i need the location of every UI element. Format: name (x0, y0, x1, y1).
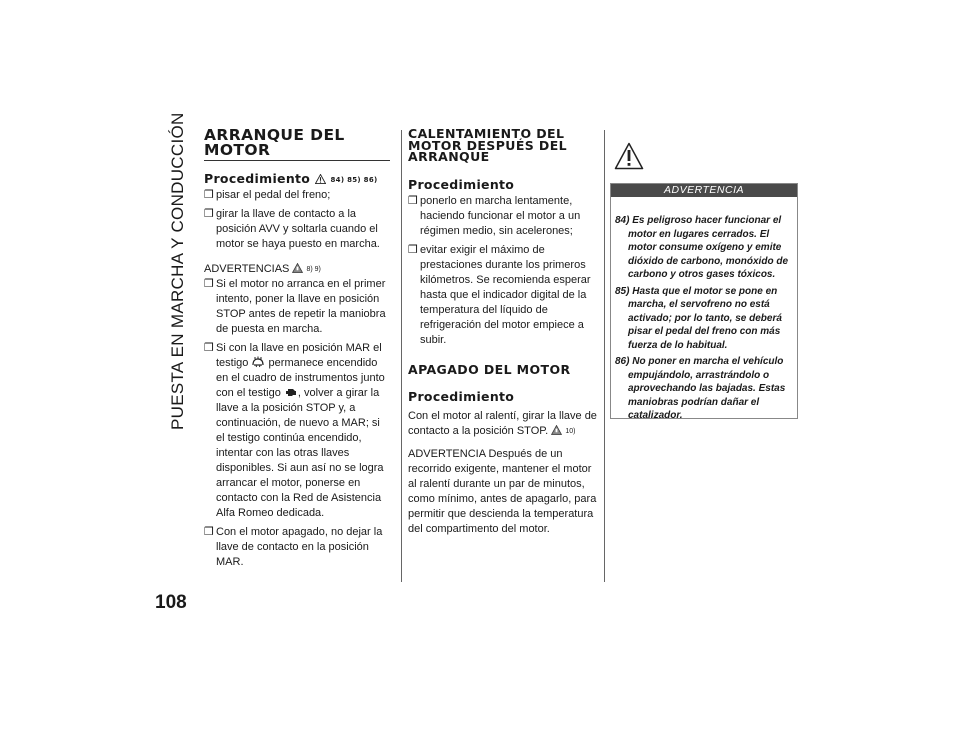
subheading-procedimiento: Procedimiento 84) 85) 86) (204, 171, 378, 186)
advertencia-header: ADVERTENCIA (611, 184, 797, 197)
paragraph-ref: 10) (565, 427, 576, 435)
advertencia-box (610, 183, 798, 419)
warning-triangle-icon (614, 142, 644, 170)
list-item: ❒ pisar el pedal del freno; (204, 189, 331, 201)
glow-plug-warning-icon (251, 356, 265, 368)
warning-triangle-icon (315, 174, 326, 184)
warning-item: 85) Hasta que el motor se pone en marcha, el servofreno no está activado; por lo tanto, se deberá pisar el pedal del freno con más fuerza de lo habitual. (615, 285, 782, 351)
warning-refs: 84) 85) 86) (330, 176, 378, 184)
column-divider (604, 130, 605, 582)
warning-item: 86) No poner en marcha el vehículo empujándolo, arrastrándolo o aprovechando las bajadas. Estas maniobras podrían dañar el catalizador. (615, 356, 786, 421)
list-item: ❒ evitar exigir el máximo de prestaciones durante los primeros kilómetros. Se recomienda esperar hasta que el indicador digital de la temperatura del líquido de refrigeración del motor empiece a subir. (408, 243, 591, 346)
paragraph: Con el motor al ralentí, girar la llave de contacto a la posición STOP. 10) (408, 409, 597, 437)
heading-calentamiento: CALENTAMIENTO DEL MOTOR DESPUÉS DEL ARRANQUE (408, 126, 567, 164)
page-number: 108 (155, 592, 187, 613)
list-item: ❒ Si el motor no arranca en el primer intento, poner la llave en posición STOP antes de repetir la maniobra de puesta en marcha. (204, 278, 386, 335)
subheading-procedimiento: Procedimiento (408, 388, 515, 404)
heading-apagado: APAGADO DEL MOTOR (408, 361, 571, 377)
list-item: ❒ Con el motor apagado, no dejar la llave de contacto en la posición MAR. (204, 526, 383, 568)
column-calentamiento (408, 128, 598, 541)
caution-hand-icon (551, 425, 562, 435)
engine-check-icon (284, 386, 298, 398)
caution-hand-icon (292, 263, 303, 273)
advertencias-label: ADVERTENCIAS 8) 9) (204, 263, 321, 275)
column-arranque (204, 128, 390, 574)
paragraph: ADVERTENCIA Después de un recorrido exigente, mantener el motor al ralentí durante un par de minutos, como mínimo, antes de apagarlo, para permitir que descienda la temperatura del compartimento del motor. (408, 447, 597, 535)
subheading-procedimiento: Procedimiento (408, 176, 515, 192)
list-item: ❒ ponerlo en marcha lentamente, haciendo funcionar el motor a un régimen medio, sin acelerones; (408, 194, 581, 237)
list-item: ❒ Si con la llave en posición MAR el testigo permanece encendido en el cuadro de instrumentos junto con el testigo , volver a girar la llave a la posición STOP y, a continuación, de nuevo a MAR; si el testigo continúa encendido, intentar con las otras llaves disponibles. Si aun así no se logra arrancar el motor, ponerse en contacto con la Red de Asistencia Alfa Romeo dedicada. (204, 342, 385, 519)
warning-item: 84) Es peligroso hacer funcionar el motor en lugares cerrados. El motor consume oxígeno y emite dióxido de carbono, monóxido de carbono y otros gases tóxicos. (615, 215, 789, 280)
section-side-title: PUESTA EN MARCHA Y CONDUCCIÓN (168, 112, 187, 430)
heading-arranque: ARRANQUE DEL MOTOR (204, 128, 390, 161)
list-item: ❒ girar la llave de contacto a la posición AVV y soltarla cuando el motor se haya puesto en marcha. (204, 208, 380, 250)
column-divider (401, 130, 402, 582)
advertencias-refs: 8) 9) (306, 266, 321, 273)
